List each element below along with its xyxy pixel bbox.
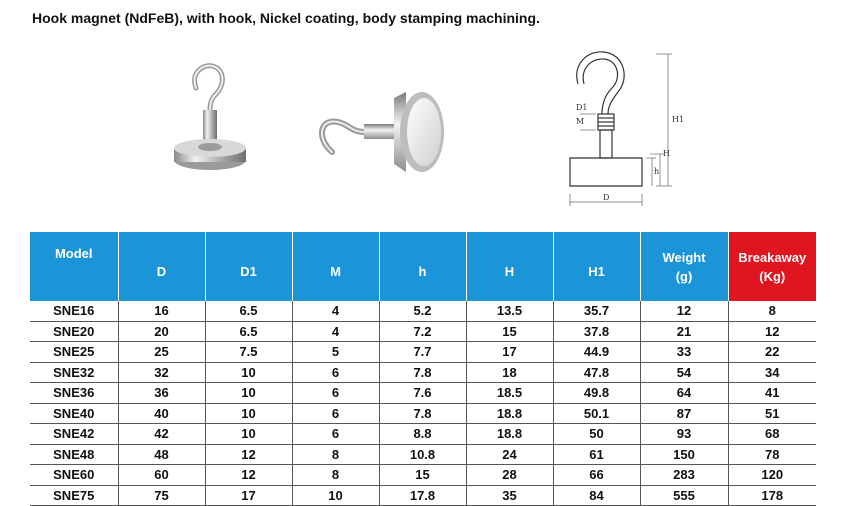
- cell-d1: 17: [205, 485, 292, 506]
- header-h1: H1: [553, 232, 640, 301]
- table-row: [30, 403, 816, 424]
- table-row: [30, 342, 816, 363]
- header-m: M: [292, 232, 379, 301]
- cell-model: SNE25: [30, 342, 118, 363]
- cell-h1: 44.9: [553, 342, 640, 363]
- cell-h-small: 7.7: [379, 342, 466, 363]
- cell-m: 6: [292, 383, 379, 404]
- cell-weight: 33: [640, 342, 728, 363]
- cell-model: SNE16: [30, 301, 118, 321]
- table-row: [30, 444, 816, 465]
- cell-h1: 49.8: [553, 383, 640, 404]
- cell-h: 24: [466, 444, 553, 465]
- cell-d: 48: [118, 444, 205, 465]
- cell-h: 18.8: [466, 403, 553, 424]
- cell-h1: 47.8: [553, 362, 640, 383]
- table-row: [30, 424, 816, 445]
- header-model: Model: [30, 232, 118, 301]
- cell-m: 5: [292, 342, 379, 363]
- spec-table: [30, 232, 816, 506]
- cell-d: 20: [118, 321, 205, 342]
- cell-breakaway: 41: [728, 383, 816, 404]
- cell-breakaway: 178: [728, 485, 816, 506]
- cell-weight: 64: [640, 383, 728, 404]
- cell-m: 4: [292, 301, 379, 321]
- cell-weight: 12: [640, 301, 728, 321]
- cell-breakaway: 22: [728, 342, 816, 363]
- cell-d1: 12: [205, 465, 292, 486]
- table-row: [30, 301, 816, 321]
- cell-h1: 50: [553, 424, 640, 445]
- table-row: [30, 465, 816, 486]
- cell-d1: 10: [205, 383, 292, 404]
- cell-h-small: 7.2: [379, 321, 466, 342]
- cell-weight: 283: [640, 465, 728, 486]
- cell-h: 15: [466, 321, 553, 342]
- header-d1: D1: [205, 232, 292, 301]
- cell-h1: 50.1: [553, 403, 640, 424]
- cell-d1: 10: [205, 362, 292, 383]
- cell-h: 13.5: [466, 301, 553, 321]
- spec-table-header-row: [30, 232, 816, 301]
- cell-d: 40: [118, 403, 205, 424]
- cell-breakaway: 78: [728, 444, 816, 465]
- table-row: [30, 362, 816, 383]
- cell-h-small: 7.8: [379, 362, 466, 383]
- cell-d: 42: [118, 424, 205, 445]
- cell-h: 17: [466, 342, 553, 363]
- cell-m: 10: [292, 485, 379, 506]
- table-row: [30, 485, 816, 506]
- cell-m: 8: [292, 444, 379, 465]
- cell-h: 35: [466, 485, 553, 506]
- cell-d: 60: [118, 465, 205, 486]
- cell-h: 18.5: [466, 383, 553, 404]
- cell-m: 8: [292, 465, 379, 486]
- cell-m: 6: [292, 362, 379, 383]
- technical-dimension-drawing: [560, 44, 720, 216]
- cell-h-small: 10.8: [379, 444, 466, 465]
- cell-h1: 66: [553, 465, 640, 486]
- cell-h-small: 7.6: [379, 383, 466, 404]
- cell-d1: 7.5: [205, 342, 292, 363]
- cell-h: 18: [466, 362, 553, 383]
- cell-breakaway: 34: [728, 362, 816, 383]
- hook-magnet-photo-front: [160, 58, 260, 188]
- cell-model: SNE60: [30, 465, 118, 486]
- table-row: [30, 383, 816, 404]
- cell-d1: 10: [205, 403, 292, 424]
- cell-weight: 93: [640, 424, 728, 445]
- cell-d: 75: [118, 485, 205, 506]
- dim-label-h-lower: h: [654, 167, 660, 176]
- hook-magnet-photo-side: [312, 78, 452, 178]
- cell-model: SNE32: [30, 362, 118, 383]
- dim-label-h-upper: H: [663, 149, 670, 158]
- cell-d1: 6.5: [205, 301, 292, 321]
- cell-weight: 54: [640, 362, 728, 383]
- cell-d: 16: [118, 301, 205, 321]
- cell-d1: 12: [205, 444, 292, 465]
- dim-label-h1: H1: [672, 115, 685, 124]
- cell-m: 6: [292, 424, 379, 445]
- cell-model: SNE40: [30, 403, 118, 424]
- cell-h-small: 17.8: [379, 485, 466, 506]
- cell-h1: 61: [553, 444, 640, 465]
- cell-model: SNE20: [30, 321, 118, 342]
- header-h-small: h: [379, 232, 466, 301]
- cell-m: 4: [292, 321, 379, 342]
- header-d: D: [118, 232, 205, 301]
- dim-label-m: M: [576, 117, 585, 126]
- cell-weight: 150: [640, 444, 728, 465]
- cell-breakaway: 51: [728, 403, 816, 424]
- cell-d1: 6.5: [205, 321, 292, 342]
- page-title: Hook magnet (NdFeB), with hook, Nickel coating, body stamping machining.: [32, 10, 540, 26]
- header-h: H: [466, 232, 553, 301]
- cell-h-small: 5.2: [379, 301, 466, 321]
- cell-weight: 555: [640, 485, 728, 506]
- cell-h-small: 15: [379, 465, 466, 486]
- cell-model: SNE42: [30, 424, 118, 445]
- cell-h1: 37.8: [553, 321, 640, 342]
- cell-breakaway: 8: [728, 301, 816, 321]
- cell-breakaway: 12: [728, 321, 816, 342]
- cell-model: SNE36: [30, 383, 118, 404]
- dim-label-d1: D1: [576, 103, 588, 112]
- header-breakaway: Breakaway (Kg): [728, 232, 816, 301]
- cell-model: SNE75: [30, 485, 118, 506]
- cell-h: 18.8: [466, 424, 553, 445]
- table-row: [30, 321, 816, 342]
- cell-breakaway: 68: [728, 424, 816, 445]
- cell-h1: 35.7: [553, 301, 640, 321]
- header-weight: Weight (g): [640, 232, 728, 301]
- cell-breakaway: 120: [728, 465, 816, 486]
- cell-h1: 84: [553, 485, 640, 506]
- cell-h-small: 8.8: [379, 424, 466, 445]
- cell-model: SNE48: [30, 444, 118, 465]
- cell-d: 25: [118, 342, 205, 363]
- dim-label-d: D: [603, 193, 610, 202]
- cell-d: 36: [118, 383, 205, 404]
- cell-d: 32: [118, 362, 205, 383]
- cell-d1: 10: [205, 424, 292, 445]
- cell-m: 6: [292, 403, 379, 424]
- cell-weight: 21: [640, 321, 728, 342]
- cell-weight: 87: [640, 403, 728, 424]
- cell-h-small: 7.8: [379, 403, 466, 424]
- cell-h: 28: [466, 465, 553, 486]
